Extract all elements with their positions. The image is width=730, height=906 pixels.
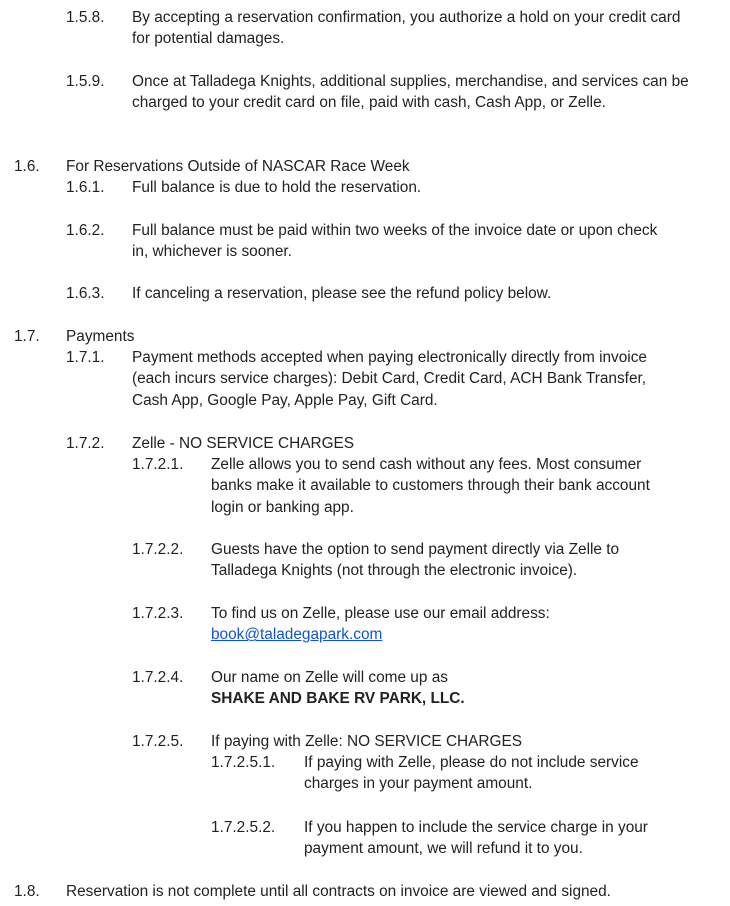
zelle-find-text: To find us on Zelle, please use our email address: (211, 605, 550, 622)
item-text-1-7-1: Payment methods accepted when paying electronically directly from invoice (each incurs service charges): Debit Card, Credit Card, ACH Bank Transfer, Cash App, Google Pay, Apple Pay, Gift Card. (132, 349, 647, 409)
item-text-1-7-2-4 (211, 667, 465, 710)
item-number-1-7-1: 1.7.1. (66, 349, 105, 366)
item-number-1-7-2-5-1: 1.7.2.5.1. (211, 754, 276, 771)
section-heading-1-6: For Reservations Outside of NASCAR Race Week (66, 158, 410, 175)
section-text-1-8: Reservation is not complete until all contracts on invoice are viewed and signed. (66, 883, 611, 900)
item-text-1-7-2-3 (211, 603, 550, 646)
item-text-1-6-2: Full balance must be paid within two weeks of the invoice date or upon check in, whichever is sooner. (132, 222, 658, 261)
item-text-1-7-2-2: Guests have the option to send payment directly via Zelle to Talladega Knights (not through the electronic invoice). (211, 541, 620, 580)
item-text-1-7-2-5-2: If you happen to include the service charge in your payment amount, we will refund it to you. (304, 819, 648, 858)
zelle-business-name: SHAKE AND BAKE RV PARK, LLC. (211, 690, 465, 708)
item-text-1-5-9: Once at Talladega Knights, additional supplies, merchandise, and services can be charged to your credit card on file, paid with cash, Cash App, or Zelle. (132, 73, 689, 112)
section-number-1-6: 1.6. (14, 158, 40, 175)
item-number-1-5-8: 1.5.8. (66, 9, 105, 26)
item-number-1-7-2-3: 1.7.2.3. (132, 605, 184, 622)
item-heading-1-7-2: Zelle - NO SERVICE CHARGES (132, 435, 355, 452)
zelle-email-link[interactable]: book@taladegapark.com (211, 626, 383, 644)
item-number-1-7-2: 1.7.2. (66, 435, 105, 452)
item-text-1-6-1: Full balance is due to hold the reservation. (132, 179, 422, 196)
item-heading-1-7-2-5: If paying with Zelle: NO SERVICE CHARGES (211, 733, 523, 750)
section-number-1-7: 1.7. (14, 328, 40, 345)
item-number-1-7-2-4: 1.7.2.4. (132, 669, 184, 686)
item-number-1-7-2-1: 1.7.2.1. (132, 456, 184, 473)
item-number-1-6-1: 1.6.1. (66, 179, 105, 196)
item-number-1-6-2: 1.6.2. (66, 222, 105, 239)
section-heading-1-7: Payments (66, 328, 135, 345)
item-text-1-6-3: If canceling a reservation, please see the refund policy below. (132, 285, 552, 302)
zelle-name-intro: Our name on Zelle will come up as (211, 669, 448, 686)
section-number-1-8: 1.8. (14, 883, 40, 900)
item-number-1-7-2-5: 1.7.2.5. (132, 733, 184, 750)
item-number-1-5-9: 1.5.9. (66, 73, 105, 90)
item-text-1-5-8: By accepting a reservation confirmation, you authorize a hold on your credit card for potential damages. (132, 9, 681, 48)
item-number-1-6-3: 1.6.3. (66, 285, 105, 302)
item-text-1-7-2-1: Zelle allows you to send cash without any fees. Most consumer banks make it available to customers through their bank account login or banking app. (211, 456, 650, 516)
item-number-1-7-2-2: 1.7.2.2. (132, 541, 184, 558)
item-text-1-7-2-5-1: If paying with Zelle, please do not include service charges in your payment amount. (304, 754, 639, 793)
item-number-1-7-2-5-2: 1.7.2.5.2. (211, 819, 276, 836)
